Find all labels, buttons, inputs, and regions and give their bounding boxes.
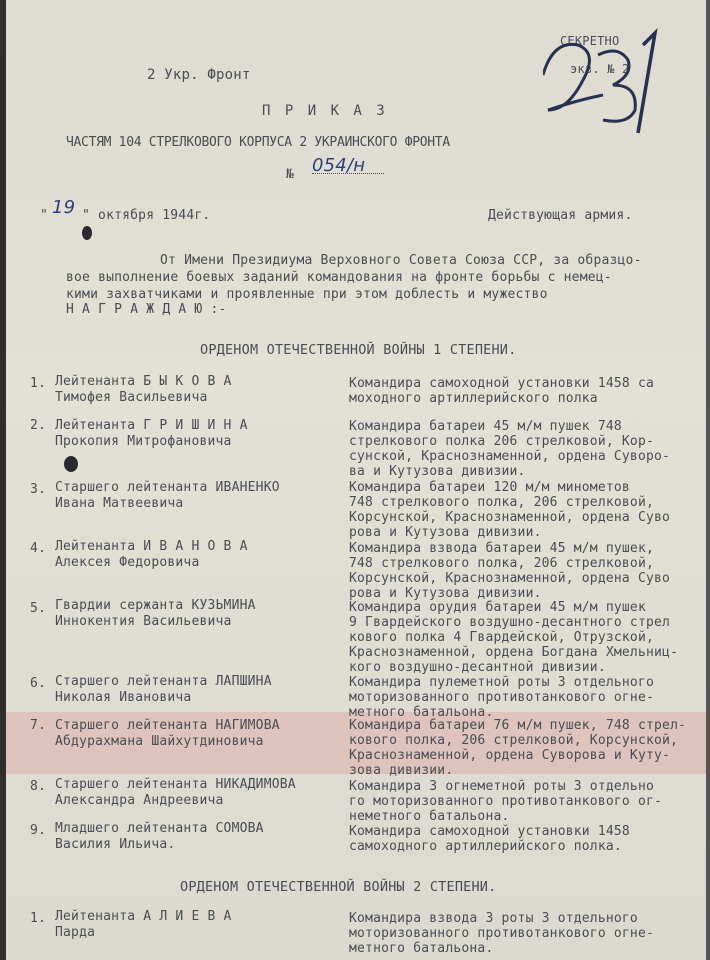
- entry-2-post-line: стрелкового полка 206 стрелковой, Кор-: [349, 434, 655, 449]
- entry-6-post-line: моторизованного противотанкового огне-: [349, 690, 655, 705]
- entry-8-post-line: го моторизованного противотанкового ог-: [349, 794, 663, 809]
- date-quote: ": [40, 208, 49, 223]
- order-number-prefix: №: [286, 167, 295, 182]
- entry-5-post-line: Командира орудия батареи 45 м/м пушек: [349, 600, 646, 615]
- entry-3-post-line: Корсунской, Краснознаменной, ордена Суво: [349, 510, 671, 525]
- entry-4-number: 4.: [30, 541, 47, 556]
- entry-2-number: 2.: [30, 418, 47, 433]
- entry-1-name: Лейтенанта Б Ы К О В А: [55, 374, 232, 389]
- date-rest: " октября 1944г.: [82, 208, 211, 223]
- entry-9-post-line: Командира самоходной установки 1458: [349, 824, 630, 839]
- preamble-line-2: вое выполнение боевых заданий командования на фронте борьбы с немец-: [66, 270, 612, 285]
- entry-6-name: Старшего лейтенанта ЛАПШИНА: [55, 674, 272, 689]
- entry-3-number: 3.: [30, 482, 47, 497]
- section-2-title: ОРДЕНОМ ОТЕЧЕСТВЕННОЙ ВОЙНЫ 2 СТЕПЕНИ.: [180, 879, 497, 895]
- entry-8-post-line: неметного батальона.: [349, 809, 510, 824]
- entry-1-post-line: моходного артиллерийского полка: [349, 391, 598, 406]
- entry-9-name: Младшего лейтенанта СОМОВА: [55, 821, 264, 836]
- entry-5-post-line: 9 Гвардейского воздушно-десантного стрел: [349, 615, 671, 630]
- entry-5-post-line: кого воздушно-десантной дивизии.: [349, 660, 606, 675]
- section-1-title: ОРДЕНОМ ОТЕЧЕСТВЕННОЙ ВОЙНЫ 1 СТЕПЕНИ.: [200, 342, 517, 358]
- entry-1-patronymic: Тимофея Васильевича: [55, 390, 208, 405]
- entry-2-post-line: Командира батареи 45 м/м пушек 748: [349, 419, 622, 434]
- entry-8-name: Старшего лейтенанта НИКАДИМОВА: [55, 777, 296, 792]
- entry-4-post-line: рова и Кутузова дивизии.: [349, 586, 542, 601]
- entry-7-name: Старшего лейтенанта НАГИМОВА: [55, 718, 280, 733]
- date-day: 19: [52, 197, 76, 218]
- order-title: П Р И К А З: [262, 103, 388, 119]
- section-2-entry-1-given-name: Парда: [55, 925, 96, 940]
- entry-3-post-line: Командира батареи 120 м/м минометов: [349, 480, 630, 495]
- section-2-entry-1-name: Лейтенанта А Л И Е В А: [55, 909, 232, 924]
- entry-9-post-line: самоходного артиллерийского полка.: [349, 839, 622, 854]
- entry-4-patronymic: Алексея Федоровича: [55, 555, 200, 570]
- preamble-line-4: Н А Г Р А Ж Д А Ю :-: [66, 302, 227, 317]
- entry-2-post-line: ва и Кутузова дивизии.: [349, 464, 526, 479]
- entry-5-number: 5.: [30, 601, 47, 616]
- section-2-entry-1-number: 1.: [30, 911, 47, 926]
- entry-2-post-line: сунской, Краснознаменной, ордена Суворо-: [349, 449, 671, 464]
- entry-5-name: Гвардии сержанта КУЗЬМИНА: [55, 598, 256, 613]
- entry-5-post-line: кового полка 4 Гвардейской, Отрузской,: [349, 630, 655, 645]
- copy-number: экз. № 2: [570, 62, 630, 76]
- page-edge-left: [0, 0, 6, 960]
- entry-9-patronymic: Василия Ильича.: [55, 837, 176, 852]
- handwritten-registration-number: [543, 25, 663, 135]
- entry-8-post-line: Командира 3 огнеметной роты 3 отдельно: [349, 779, 655, 794]
- section-2-entry-1-post-line: метного батальона.: [349, 941, 494, 956]
- entry-4-post-line: 748 стрелкового полка, 206 стрелковой,: [349, 556, 655, 571]
- entry-2-patronymic: Прокопия Митрофановича: [55, 434, 232, 449]
- entry-3-post-line: 748 стрелкового полка, 206 стрелковой,: [349, 495, 655, 510]
- entry-5-post-line: Краснознаменной, ордена Богдана Хмельниц-: [349, 645, 679, 660]
- entry-5-patronymic: Иннокентия Васильевича: [55, 614, 232, 629]
- entry-8-number: 8.: [30, 779, 47, 794]
- entry-7-post-line: Краснознаменной, ордена Суворова и Куту-: [349, 748, 671, 763]
- preamble-line-3: кими захватчиками и проявленные при этом доблесть и мужество: [66, 287, 548, 302]
- entry-6-patronymic: Николая Ивановича: [55, 690, 192, 705]
- order-number: 054/н: [312, 158, 384, 174]
- entry-9-number: 9.: [30, 823, 47, 838]
- entry-4-post-line: Командира взвода батареи 45 м/м пушек,: [349, 541, 655, 556]
- entry-1-number: 1.: [30, 376, 47, 391]
- entry-1-post-line: Командира самоходной установки 1458 са: [349, 376, 655, 391]
- entry-7-patronymic: Абдурахмана Шайхутдиновича: [55, 734, 264, 749]
- entry-3-name: Старшего лейтенанта ИВАНЕНКО: [55, 480, 280, 495]
- entry-8-patronymic: Александра Андреевича: [55, 793, 224, 808]
- entry-6-post-line: Командира пулеметной роты 3 отдельного: [349, 675, 655, 690]
- entry-3-post-line: рова и Кутузова дивизии.: [349, 525, 542, 540]
- entry-4-post-line: Корсунской, Краснознаменной, ордена Суво: [349, 571, 671, 586]
- entry-4-name: Лейтенанта И В А Н О В А: [55, 539, 248, 554]
- army-label: Действующая армия.: [488, 208, 633, 223]
- preamble-line-1: От Имени Президиума Верховного Совета Союза ССР, за образцо-: [160, 253, 642, 268]
- section-2-entry-1-post-line: моторизованного противотанкового огне-: [349, 926, 655, 941]
- front-name: 2 Укр. Фронт: [147, 67, 251, 83]
- entry-6-number: 6.: [30, 676, 47, 691]
- entry-7-number: 7.: [30, 718, 47, 733]
- entry-2-name: Лейтенанта Г Р И Ш И Н А: [55, 418, 248, 433]
- entry-7-post-line: Командира батареи 76 м/м пушек, 748 стрел-: [349, 718, 687, 733]
- section-2-entry-1-post-line: Командира взвода 3 роты 3 отдельного: [349, 911, 638, 926]
- order-subtitle: ЧАСТЯМ 104 СТРЕЛКОВОГО КОРПУСА 2 УКРАИНСКОГО ФРОНТА: [66, 135, 450, 150]
- entry-6-post-line: метного батальона.: [349, 705, 494, 720]
- page-edge-right: [706, 0, 710, 960]
- ink-blot: [64, 456, 78, 472]
- secret-mark: СЕКРЕТНО: [560, 34, 620, 48]
- ink-blot: [82, 226, 92, 240]
- entry-3-patronymic: Ивана Матвеевича: [55, 496, 184, 511]
- entry-7-post-line: кового полка, 206 стрелковой, Корсунской,: [349, 733, 679, 748]
- entry-7-post-line: зова дивизии.: [349, 763, 454, 778]
